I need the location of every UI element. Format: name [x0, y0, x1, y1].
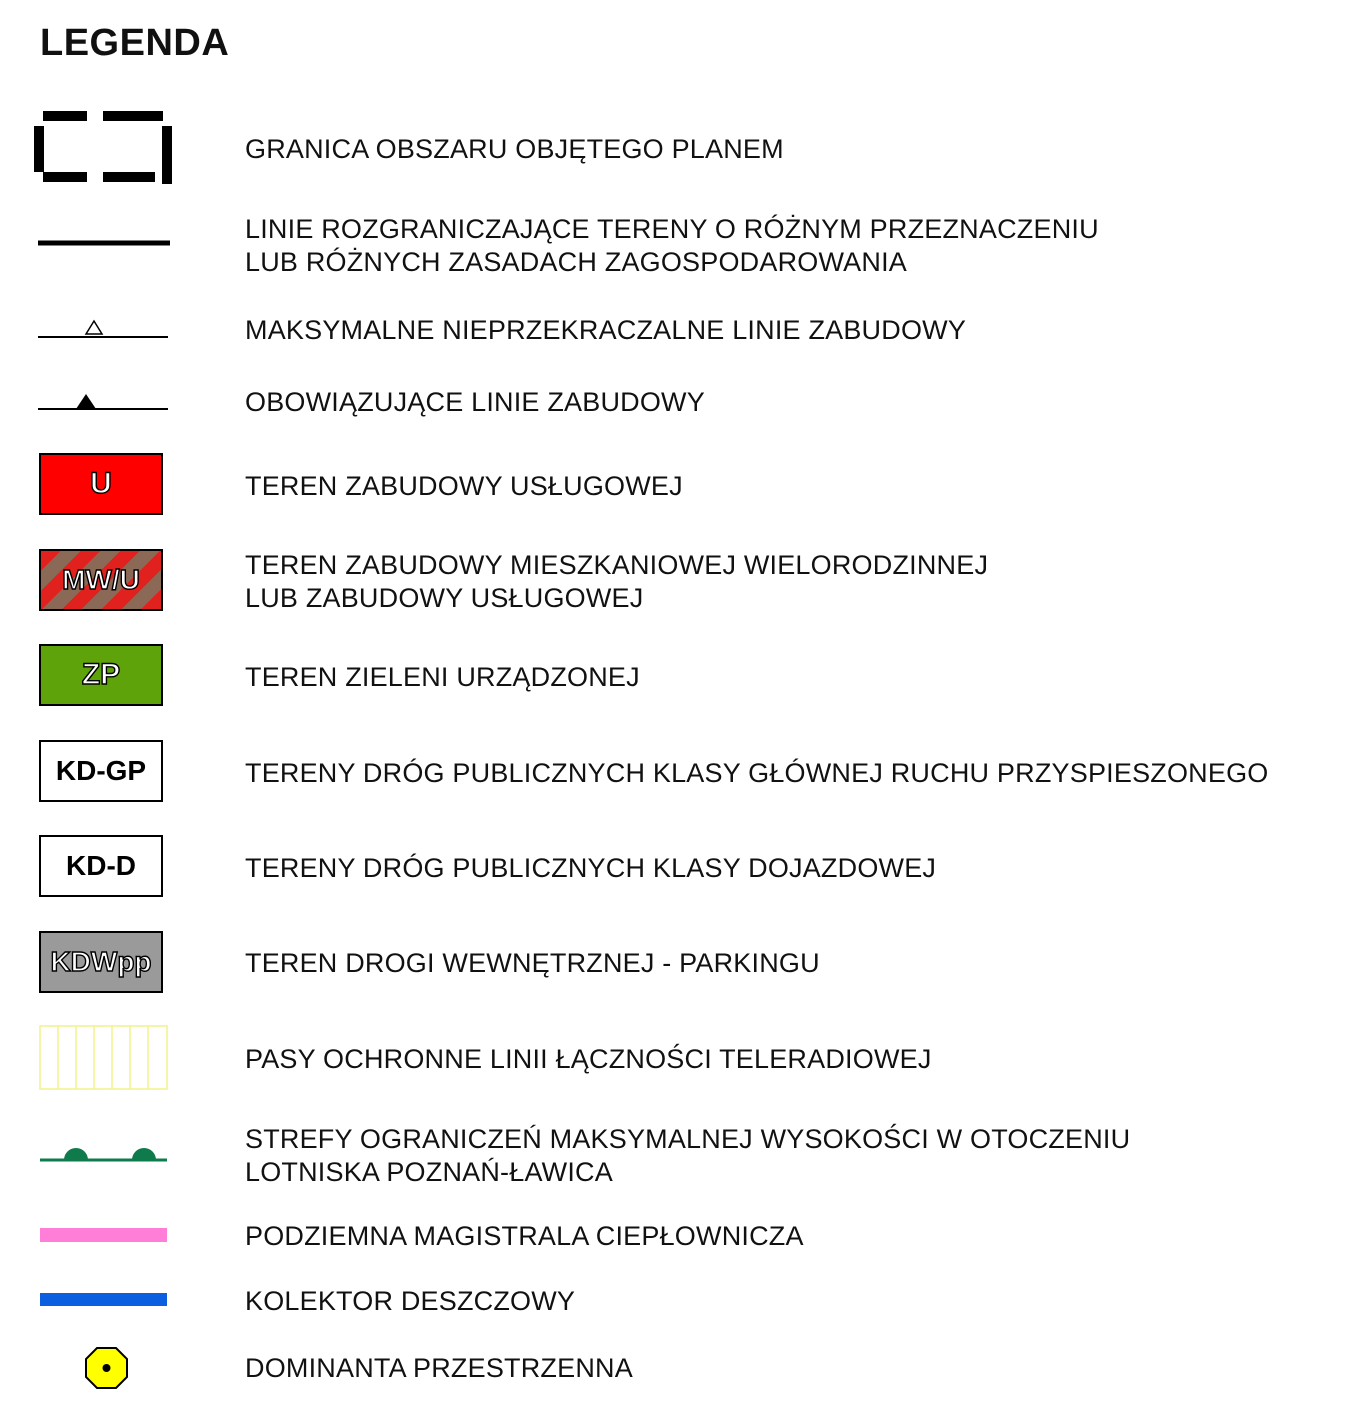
- legend-title: LEGENDA: [40, 22, 230, 64]
- residential-service-zone-box: MW/U: [39, 549, 163, 611]
- line-filled-triangle-symbol: [38, 390, 172, 414]
- label-max-building-lines: MAKSYMALNE NIEPRZEKRACZALNE LINIE ZABUDOWY: [245, 315, 967, 345]
- tele-protection-hatch-symbol: [39, 1025, 169, 1091]
- green-zone-box: ZP: [39, 644, 163, 706]
- label-residential-zone-1: TEREN ZABUDOWY MIESZKANIOWEJ WIELORODZINNEJ: [245, 550, 989, 580]
- label-dividing-lines-1: LINIE ROZGRANICZAJĄCE TERENY O RÓŻNYM PRZEZNACZENIU: [245, 214, 1099, 244]
- label-main-roads: TERENY DRÓG PUBLICZNYCH KLASY GŁÓWNEJ RUCHU PRZYSPIESZONEGO: [245, 758, 1269, 788]
- service-zone-box: U: [39, 453, 163, 515]
- access-road-box: KD-D: [39, 835, 163, 897]
- label-airport-zones-2: LOTNISKA POZNAŃ-ŁAWICA: [245, 1157, 613, 1187]
- label-access-roads: TERENY DRÓG PUBLICZNYCH KLASY DOJAZDOWEJ: [245, 853, 937, 883]
- main-road-box: KD-GP: [39, 740, 163, 802]
- label-internal-parking-road: TEREN DROGI WEWNĘTRZNEJ - PARKINGU: [245, 948, 820, 978]
- label-heating-main: PODZIEMNA MAGISTRALA CIEPŁOWNICZA: [245, 1221, 804, 1251]
- line-open-triangle-symbol: [38, 318, 172, 342]
- label-residential-zone-2: LUB ZABUDOWY USŁUGOWEJ: [245, 583, 644, 613]
- label-storm-collector: KOLEKTOR DESZCZOWY: [245, 1286, 576, 1316]
- parking-road-box: KDWpp: [39, 931, 163, 993]
- label-spatial-dominant: DOMINANTA PRZESTRZENNA: [245, 1353, 633, 1383]
- spatial-dominant-symbol: [84, 1346, 130, 1390]
- solid-line-symbol: [38, 238, 172, 248]
- heating-main-line-symbol: [40, 1228, 167, 1242]
- label-plan-boundary: GRANICA OBSZARU OBJĘTEGO PLANEM: [245, 134, 784, 164]
- dashed-boundary-symbol: [30, 104, 180, 190]
- label-service-zone: TEREN ZABUDOWY USŁUGOWEJ: [245, 471, 683, 501]
- label-airport-zones-1: STREFY OGRANICZEŃ MAKSYMALNEJ WYSOKOŚCI W OTOCZENIU: [245, 1124, 1131, 1154]
- label-green-zone: TEREN ZIELENI URZĄDZONEJ: [245, 662, 640, 692]
- label-tele-protection-belts: PASY OCHRONNE LINII ŁĄCZNOŚCI TELERADIOWEJ: [245, 1044, 932, 1074]
- airport-height-zone-symbol: [39, 1140, 169, 1166]
- label-dividing-lines-2: LUB RÓŻNYCH ZASADACH ZAGOSPODAROWANIA: [245, 247, 907, 277]
- label-mandatory-building-lines: OBOWIĄZUJĄCE LINIE ZABUDOWY: [245, 387, 705, 417]
- storm-collector-line-symbol: [40, 1293, 167, 1306]
